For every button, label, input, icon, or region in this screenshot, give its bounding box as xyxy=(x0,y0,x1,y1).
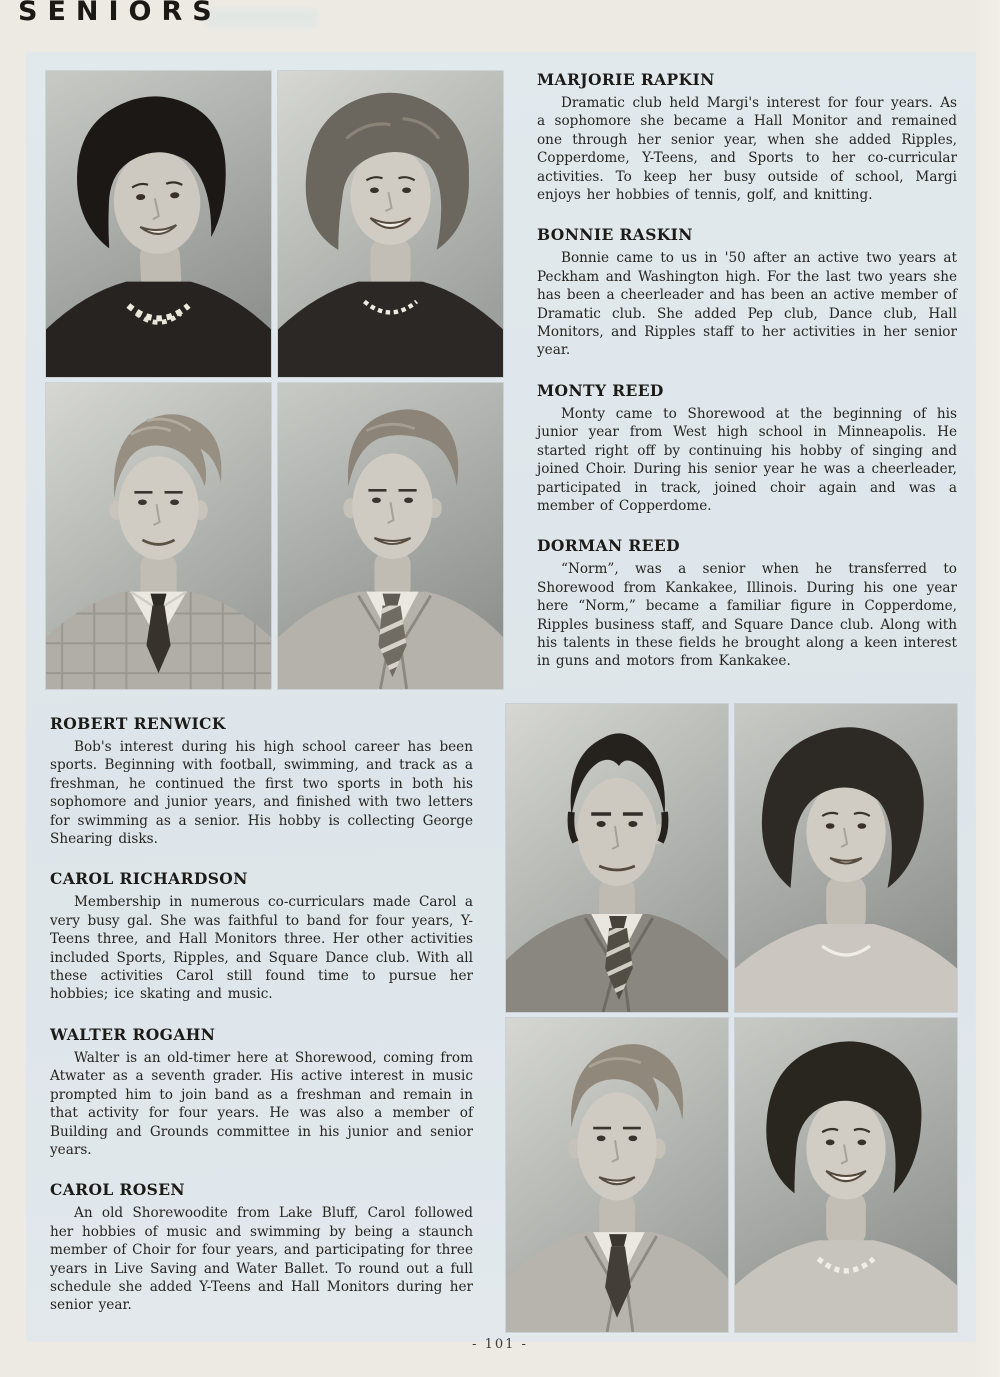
bio-entry xyxy=(50,1025,473,1159)
bio-text: Membership in numerous co-curriculars made Carol a very busy gal. She was faithful to band for four years, Y-Teens three, and Hall Monitors three. Her other activities included Sports, Ripples, and Square Dance club. With all these activities Carol still found time to pursue her hobbies; ice skating and music. xyxy=(50,894,473,1003)
bio-text: Dramatic club held Margi's interest for four years. As a sophomore she became a Hall Monitor and remained one through her senior year, when she added Ripples, Copperdome, Y-Teens, and Sports to her co-curricular activities. To keep her busy outside of school, Margi enjoys her hobbies of tennis, golf, and knitting. xyxy=(537,95,957,204)
print-bleed-ghost xyxy=(206,8,318,28)
bio-column-left xyxy=(50,714,473,1336)
bio-name: DORMAN REED xyxy=(537,536,680,556)
bio-name: CAROL ROSEN xyxy=(50,1180,185,1200)
portrait-illustration-man-dark-parted xyxy=(506,704,728,1012)
portrait-photo-3 xyxy=(46,383,271,689)
portrait-photo-8 xyxy=(735,1018,957,1332)
bio-entry xyxy=(537,536,957,670)
portrait-illustration-man-plaid-jacket xyxy=(46,383,271,689)
bio-name: MARJORIE RAPKIN xyxy=(537,70,715,89)
page-number: - 101 - xyxy=(472,1337,528,1352)
bio-entry xyxy=(50,1180,473,1314)
bio-name: MONTY REED xyxy=(537,380,664,400)
portrait-photo-5 xyxy=(506,704,728,1012)
portrait-illustration-woman-short-dark xyxy=(735,1018,957,1332)
portrait-photo-7 xyxy=(506,1018,728,1332)
bio-text: Bonnie came to us in '50 after an active two years at Peckham and Washington high. For the last two years she has been a cheerleader and has been an active member of Dramatic club. She added Pep club, Dance club, Hall Monitors, and Ripples staff to her activities in her senior year. xyxy=(537,250,957,359)
portrait-illustration-woman-wavy xyxy=(278,71,503,377)
bio-entry xyxy=(50,714,473,848)
bio-name: CAROL RICHARDSON xyxy=(50,869,248,889)
bio-column-right xyxy=(537,70,957,692)
bio-entry xyxy=(537,225,957,359)
photo-grid-top xyxy=(46,71,503,689)
bio-entry xyxy=(537,381,957,515)
photo-grid-bottom xyxy=(506,704,957,1332)
bio-text: Walter is an old-timer here at Shorewood, coming from Atwater as a seventh grader. His active interest in music prompted him to join band as a freshman and remain in that activity for four years. He was also a member of Building and Grounds committee in his junior and senior years. xyxy=(50,1049,473,1158)
bio-text: “Norm”, was a senior when he transferred to Shorewood from Kankakee, Illinois. During his one year here “Norm,” became a familiar figure in Copperdome, Ripples business staff, and Square Dance club. Along with his talents in these fields he brought along a keen interest in guns and motors from Kankakee. xyxy=(537,561,957,670)
portrait-illustration-man-light-swept xyxy=(506,1018,728,1332)
portrait-illustration-woman-dark-curled xyxy=(735,704,957,1012)
portrait-illustration-woman-dark-curly xyxy=(46,71,271,377)
page-title: SENIORS xyxy=(18,0,222,27)
bio-name: ROBERT RENWICK xyxy=(50,714,226,733)
bio-text: Bob's interest during his high school career has been sports. Beginning with football, swimming, and track as a freshman, he continued the first two sports in both his sophomore and junior years, and finished with two letters for swimming as a senior. His hobby is collecting George Shearing disks. xyxy=(50,739,473,848)
portrait-photo-4 xyxy=(278,383,503,689)
bio-entry xyxy=(50,869,473,1003)
portrait-illustration-man-striped-tie xyxy=(278,383,503,689)
portrait-photo-6 xyxy=(735,704,957,1012)
portrait-photo-2 xyxy=(278,71,503,377)
bio-name: BONNIE RASKIN xyxy=(537,225,693,245)
bio-text: An old Shorewoodite from Lake Bluff, Carol followed her hobbies of music and swimming by being a staunch member of Choir for four years, and participating for three years in Live Saving and Water Ballet. To round out a full schedule she added Y-Teens and Hall Monitors during her senior year. xyxy=(50,1205,473,1314)
bio-name: WALTER ROGAHN xyxy=(50,1024,216,1044)
bio-entry xyxy=(537,70,957,204)
bio-text: Monty came to Shorewood at the beginning of his junior year from West high school in Minneapolis. He started right off by continuing his hobby of singing and joined Choir. During his senior year he was a cheerleader, participated in track, joined choir again and was a member of Copperdome. xyxy=(537,405,957,514)
portrait-photo-1 xyxy=(46,71,271,377)
page-edge-highlight xyxy=(974,0,1000,1377)
